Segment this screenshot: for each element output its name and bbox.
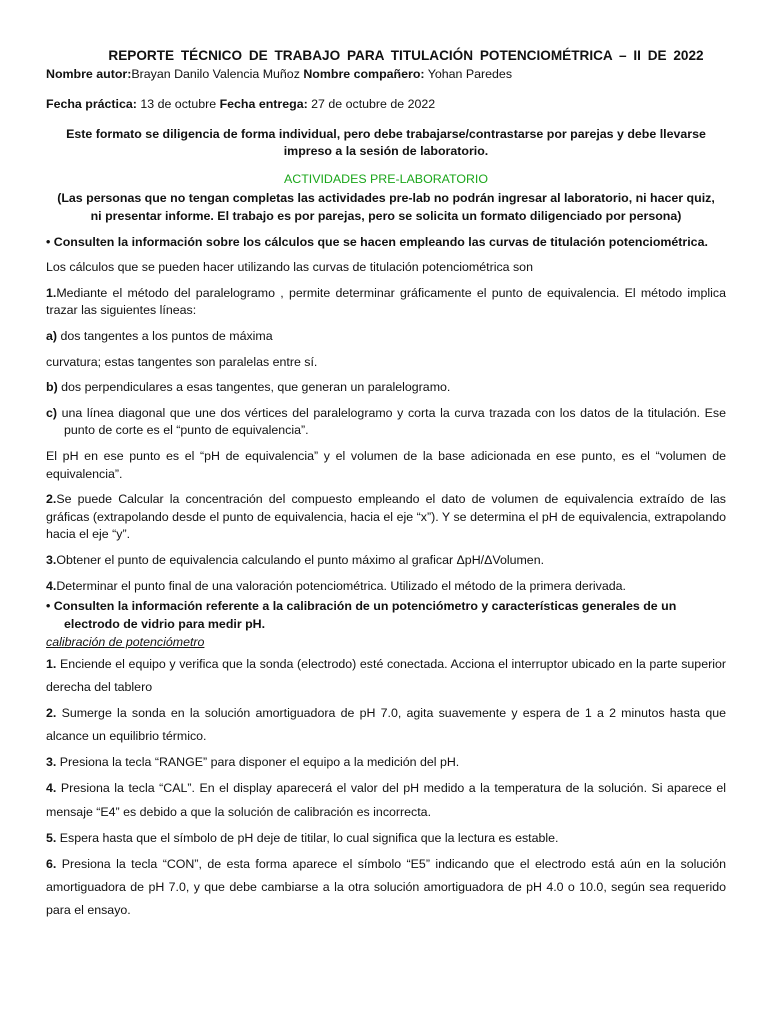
calibration-step bbox=[46, 827, 726, 850]
calibration-step bbox=[46, 751, 726, 774]
item-1-number: 1. bbox=[46, 285, 57, 300]
step-text: Sumerge la sonda en la solución amortiguadora de pH 7.0, agita suavemente y espera de 1 a 2 minutos hasta que alcance un equilibrio térmico. bbox=[46, 706, 726, 744]
partner-value: Yohan Paredes bbox=[424, 67, 513, 82]
step-text: Presiona la tecla “RANGE” para disponer el equipo a la medición del pH. bbox=[56, 755, 460, 770]
calibration-step bbox=[46, 702, 726, 748]
sub-item-a-label: a) bbox=[46, 329, 58, 343]
item-1 bbox=[46, 285, 726, 320]
step-number: 3. bbox=[46, 755, 57, 770]
sub-item-a bbox=[46, 328, 726, 346]
notice-text: Este formato se diligencia de forma individual, pero debe trabajarse/contrastarse por parejas y debe llevarse impreso a la sesión de laboratorio. bbox=[66, 126, 706, 159]
calibration-heading: calibración de potenciómetro bbox=[46, 634, 205, 649]
partner-label: Nombre compañero: bbox=[303, 67, 425, 82]
step-number: 2. bbox=[46, 706, 57, 721]
item-3 bbox=[46, 552, 726, 570]
author-line bbox=[46, 66, 726, 84]
date-line bbox=[46, 96, 726, 114]
calibration-step bbox=[46, 653, 726, 699]
author-label: Nombre autor: bbox=[46, 67, 132, 82]
item-4-number: 4. bbox=[46, 578, 57, 593]
item-2 bbox=[46, 491, 726, 544]
step-number: 5. bbox=[46, 830, 57, 845]
item-3-number: 3. bbox=[46, 553, 57, 568]
step-text: Enciende el equipo y verifica que la sonda (electrodo) esté conectada. Acciona el interruptor ubicado en la parte superior derecha del tablero bbox=[46, 657, 726, 695]
sub-item-c-text: una línea diagonal que une dos vértices del paralelogramo y corta la curva trazada con los datos de la titulación. Ese punto de corte es el “punto de equivalencia”. bbox=[57, 405, 726, 438]
item-2-text: Se puede Calcular la concentración del compuesto empleando el dato de volumen de equivalencia extraído de las gráficas (extrapolando desde el punto de equivalencia, hacia el eje “x”). Y se determina el pH de equivalencia, extrapolando hacia el eje “y”. bbox=[46, 492, 726, 542]
sub-item-c bbox=[46, 405, 726, 440]
sub-item-c-label: c) bbox=[46, 405, 58, 420]
step-number: 1. bbox=[46, 657, 57, 672]
step-text: Presiona la tecla “CAL”. En el display aparecerá el valor del pH medido a la temperatura de la solución. Si aparece el mensaje “E4” es debido a que la solución de calibración es incorrecta. bbox=[46, 781, 726, 819]
date-label: Fecha práctica: bbox=[46, 96, 137, 111]
ph-paragraph: El pH en ese punto es el “pH de equivalencia” y el volumen de la base adicionada en ese punto, es el “volumen de equivalencia”. bbox=[46, 449, 726, 481]
item-3-text: Obtener el punto de equivalencia calculando el punto máximo al graficar ΔpH/ΔVolumen. bbox=[56, 553, 545, 568]
question-calibration: • Consulten la información referente a la calibración de un potenciómetro y características generales de un electrodo de vidrio para medir pH. bbox=[46, 599, 677, 631]
date-value: 13 de octubre bbox=[136, 96, 220, 111]
item-4-text: Determinar el punto final de una valoración potenciométrica. Utilizado el método de la primera derivada. bbox=[56, 578, 626, 593]
sub-item-b bbox=[46, 379, 726, 397]
document-title: REPORTE TÉCNICO DE TRABAJO PARA TITULACIÓN POTENCIOMÉTRICA – II DE 2022 bbox=[108, 48, 704, 63]
calibration-steps bbox=[46, 653, 726, 922]
step-text: Espera hasta que el símbolo de pH deje de titilar, lo cual significa que la lectura es estable. bbox=[56, 830, 559, 845]
step-number: 6. bbox=[46, 856, 57, 871]
sub-item-b-label: b) bbox=[46, 380, 58, 395]
intro-text: Los cálculos que se pueden hacer utilizando las curvas de titulación potenciométrica son bbox=[46, 260, 533, 275]
item-4 bbox=[46, 578, 726, 596]
due-label: Fecha entrega: bbox=[219, 96, 308, 111]
sub-item-b-text: dos perpendiculares a esas tangentes, que generan un paralelogramo. bbox=[57, 380, 451, 395]
prelab-note: (Las personas que no tengan completas las actividades pre-lab no podrán ingresar al laboratorio, ni hacer quiz, ni presentar informe. El trabajo es por parejas, pero se solicita un formato diligenciado por persona) bbox=[57, 191, 715, 223]
step-text: Presiona la tecla “CON”, de esta forma aparece el símbolo “E5” indicando que el electrodo está aún en la solución amortiguadora de pH 7.0, y que debe cambiarse a la otra solución amortiguadora de pH 4.0 o 10.0, según sea requerido para el ensayo. bbox=[46, 856, 726, 917]
sub-item-a-continuation: curvatura; estas tangentes son paralelas entre sí. bbox=[46, 354, 318, 369]
item-2-number: 2. bbox=[46, 492, 57, 507]
calibration-step bbox=[46, 853, 726, 922]
item-1-text: Mediante el método del paralelogramo , permite determinar gráficamente el punto de equivalencia. El método implica trazar las siguientes líneas: bbox=[46, 285, 726, 318]
sub-item-a-text: dos tangentes a los puntos de máxima bbox=[57, 329, 273, 343]
due-value: 27 de octubre de 2022 bbox=[307, 96, 436, 111]
prelab-heading: ACTIVIDADES PRE-LABORATORIO bbox=[283, 171, 489, 186]
step-number: 4. bbox=[46, 781, 57, 796]
author-value: Brayan Danilo Valencia Muñoz bbox=[131, 67, 304, 82]
calibration-step bbox=[46, 777, 726, 823]
question-calculations: • Consulten la información sobre los cálculos que se hacen empleando las curvas de titulación potenciométrica. bbox=[46, 234, 708, 249]
